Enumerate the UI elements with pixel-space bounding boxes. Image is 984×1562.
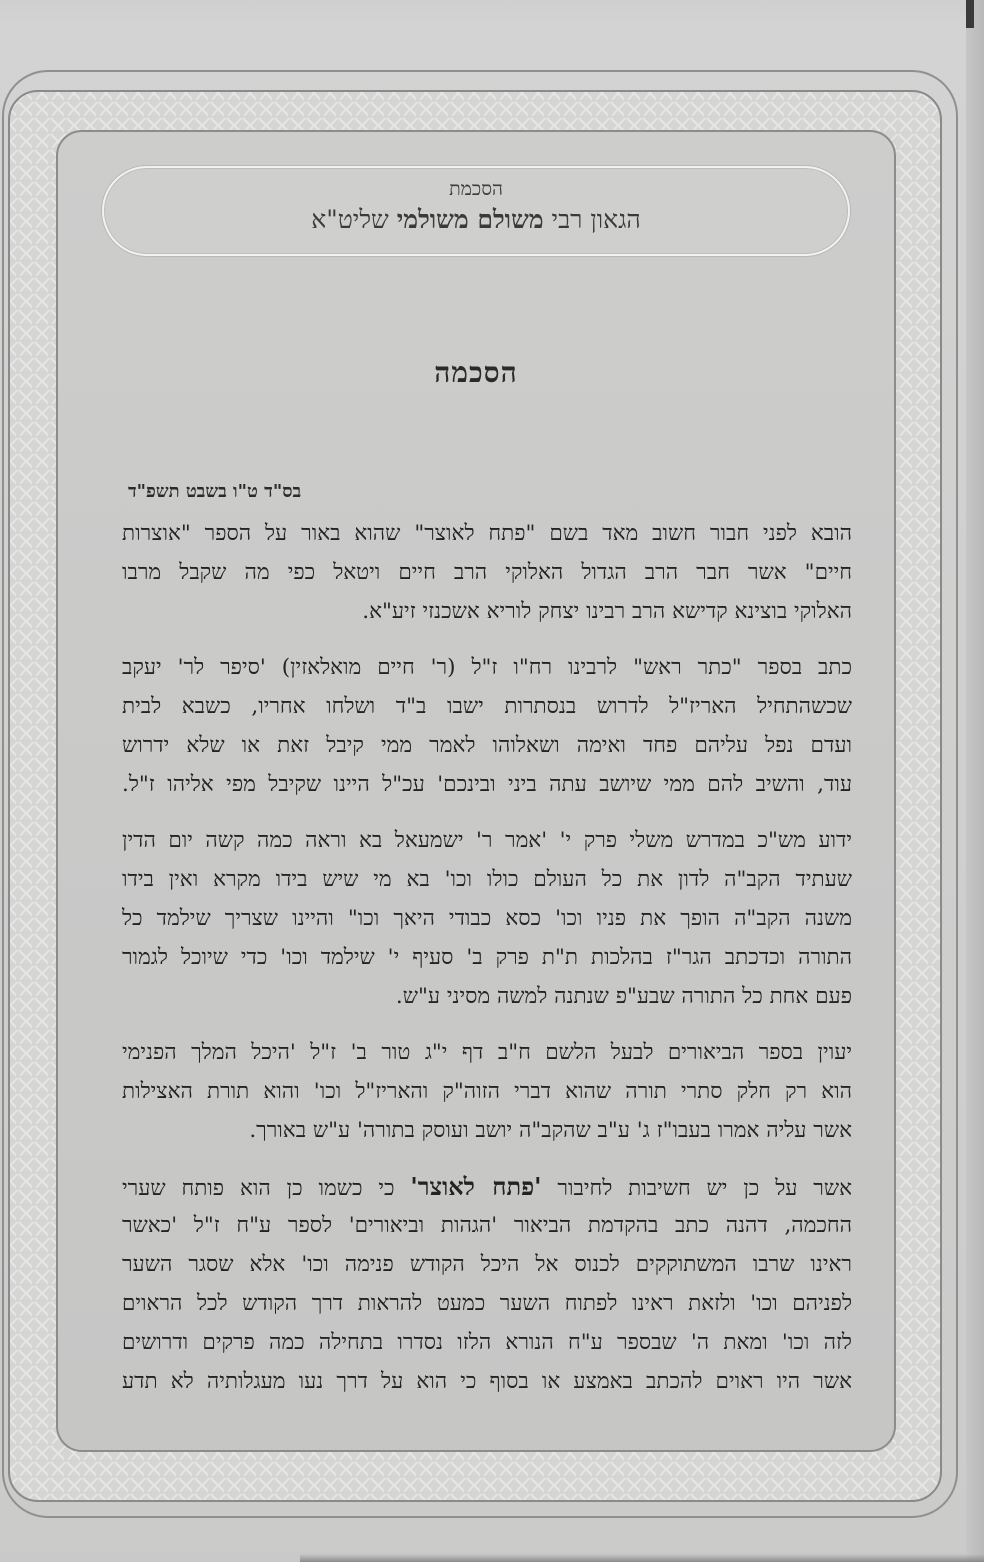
text-line: אשר היו ראוים להכתב באמצע או בסוף כי הוא על דרך נעו מעגלותיה לא תדע — [122, 1369, 852, 1394]
text-line: ידוע מש"כ במדרש משלי פרק י' 'אמר ר' ישמעאל בא וראה כמה קשה יום הדין — [122, 828, 852, 853]
text-line: ראינו שרבו המשתוקקים לכנוס אל היכל הקודש פנימה וכו' אלא שסגר השער — [122, 1252, 852, 1277]
text-line: האלוקי בוצינא קדישא הרב רבינו יצחק לוריא אשכנזי זיע"א. — [362, 599, 852, 624]
header-caption: הסכמת — [449, 178, 503, 200]
text-line: שעתיד הקב"ה לדון את כל העולם כולו וכו' בא מי שיש בידו מקרא ואין בידו — [122, 867, 852, 892]
letter-body — [122, 514, 852, 1418]
author-name: משולם משולמי — [396, 205, 544, 234]
book-title-bold: 'פתח לאוצר' — [410, 1172, 542, 1201]
text-fragment: כי כשמו כן הוא פותח שערי — [122, 1176, 411, 1201]
author-title: הגאון רבי — [543, 205, 641, 234]
text-line: יעוין בספר הביאורים לבעל הלשם ח"ב דף י"ג טור ב' ז"ל 'היכל המלך הפנימי — [122, 1040, 852, 1065]
author-honorific: שליט"א — [311, 205, 397, 234]
text-line: אשר עליה אמרו בעבו"ז ג' ע"ב שהקב"ה יושב ועוסק בתורה' ע"ש באורך. — [249, 1118, 852, 1143]
header-author — [104, 202, 848, 238]
paragraph-4 — [122, 1033, 852, 1150]
page-top-edge — [0, 0, 984, 24]
text-fragment: אשר על כן יש חשיבות לחיבור — [541, 1176, 852, 1201]
text-line: כתב בספר "כתר ראש" לרבינו רח"ו ז"ל (ר' חיים מואלאזין) 'סיפר לר' יעקב — [122, 655, 852, 680]
text-line: לפניהם וכו' ולזאת ראינו לפתוח השער כמעט להראות דרך הקודש לכל הראוים — [122, 1291, 852, 1316]
text-line: משנה הקב"ה הופך את פניו וכו' כסא כבודי היאך וכו" והיינו שצריך שילמד כל — [122, 906, 852, 931]
text-line: הובא לפני חבור חשוב מאד בשם "פתח לאוצר" שהוא באור על הספר "אוצרות — [122, 521, 852, 546]
approbation-header-banner — [102, 166, 850, 256]
paragraph-1 — [122, 514, 852, 631]
date-line: בס"ד ט"ו בשבט תשפ"ד — [128, 481, 302, 502]
text-line: שכשהתחיל האריז"ל לדרוש בנסתרות ישבו ב"ד ושלחו אחריו, כשבא לבית — [122, 694, 852, 719]
text-line: ועדם נפל עליהם פחד ואימה ושאלוהו לאמר ממי קיבל זאת או שלא ידרוש — [122, 733, 852, 758]
text-line: החכמה, דהנה כתב בהקדמת הביאור 'הגהות וביאורים' לספר ע"ח ז"ל 'כאשר — [122, 1213, 852, 1238]
page-bottom-shadow — [300, 1554, 984, 1562]
book-binding-edge — [966, 0, 974, 28]
page-edge — [966, 0, 984, 1562]
paragraph-2 — [122, 648, 852, 804]
text-line: התורה וכדכתב הגר"ז בהלכות ת"ת פרק ב' סעיף י' שילמד וכו' כדי שיוכל לגמור — [122, 945, 852, 970]
text-line-with-book-title — [122, 1167, 852, 1206]
text-line: פעם אחת כל התורה שבע"פ שנתנה למשה מסיני ע"ש. — [395, 984, 852, 1009]
text-line: הוא רק חלק סתרי תורה שהוא דברי הזוה"ק והאריז"ל וכו' והוא תורת האצילות — [122, 1079, 852, 1104]
paragraph-5 — [122, 1167, 852, 1401]
text-line: עוד, והשיב להם ממי שיושב עתה ביני ובינכם' עכ"ל היינו שקיבל מפי אליהו ז"ל. — [122, 772, 852, 797]
paragraph-3 — [122, 821, 852, 1016]
text-line: חיים" אשר חבר הרב הגדול האלוקי הרב חיים ויטאל כפי מה שקבל מרבו — [122, 560, 852, 585]
document-title: הסכמה — [434, 356, 518, 389]
text-line: לזה וכו' ומאת ה' שבספר ע"ח הנורא הלזו נסדרו בתחילה כמה פרקים ודרושים — [122, 1330, 852, 1355]
